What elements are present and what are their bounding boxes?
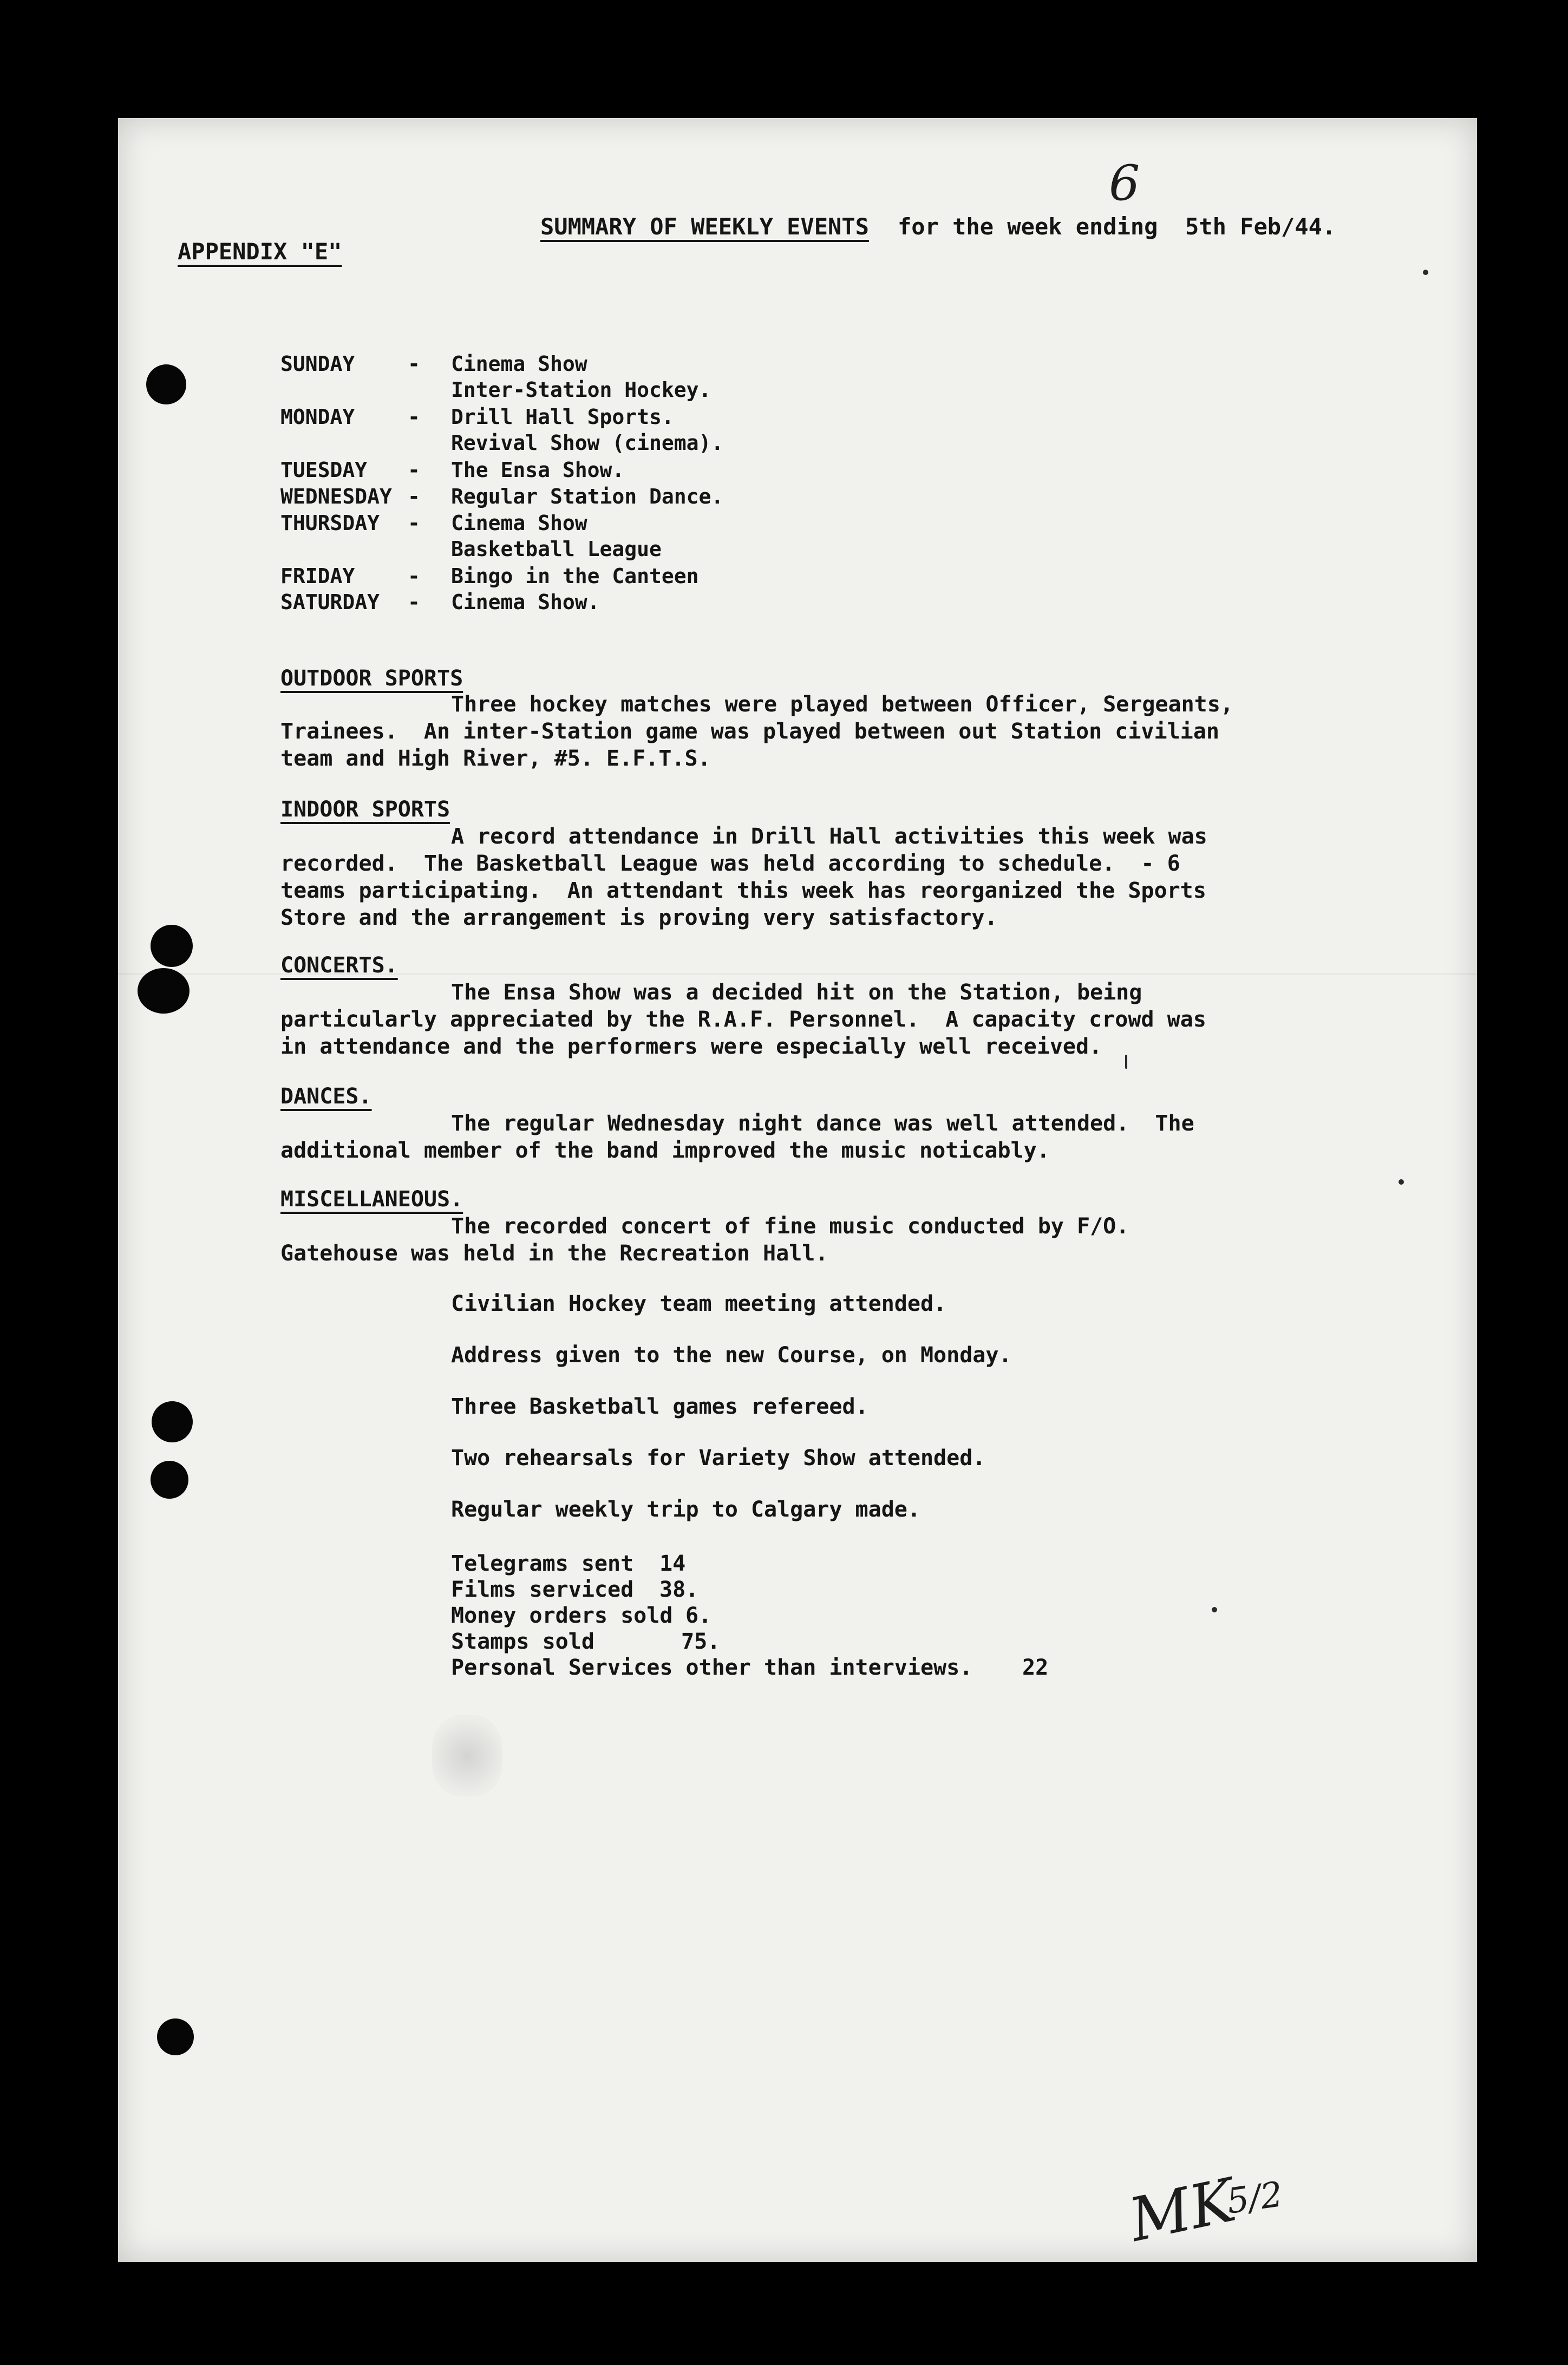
- section-line: in attendance and the performers were especially well received.: [280, 1034, 1102, 1059]
- stat-value: 6.: [685, 1603, 712, 1628]
- schedule-event: Bingo in the Canteen: [451, 564, 699, 588]
- schedule-day: TUESDAY: [280, 458, 368, 482]
- section-line: Gatehouse was held in the Recreation Hall.: [280, 1241, 828, 1266]
- punch-hole: [151, 925, 193, 967]
- stat-value: 22: [1022, 1655, 1049, 1680]
- stamp-smudge: [432, 1715, 502, 1796]
- section-line: team and High River, #5. E.F.T.S.: [280, 746, 711, 771]
- schedule-event: Cinema Show.: [451, 590, 600, 614]
- stat-value: 75.: [681, 1629, 721, 1654]
- schedule-day: SUNDAY: [280, 352, 355, 376]
- stat-label: Telegrams sent: [451, 1551, 634, 1576]
- section-line: teams participating. An attendant this week has reorganized the Sports: [280, 878, 1206, 903]
- handwritten-date: 5/2: [1224, 2174, 1285, 2222]
- section-line: particularly appreciated by the R.A.F. Personnel. A capacity crowd was: [280, 1007, 1206, 1032]
- stat-value: 14: [659, 1551, 686, 1576]
- section-line: Three hockey matches were played between Officer, Sergeants,: [451, 692, 1233, 717]
- schedule-event: Cinema Show: [451, 352, 587, 376]
- schedule-dash: -: [408, 485, 420, 508]
- week-ending: for the week ending 5th Feb/44.: [898, 213, 1336, 240]
- section-heading: MISCELLANEOUS.: [280, 1187, 463, 1212]
- section-heading: CONCERTS.: [280, 953, 398, 978]
- schedule-dash: -: [408, 564, 420, 588]
- schedule-day: FRIDAY: [280, 564, 355, 588]
- appendix-label: APPENDIX "E": [178, 238, 342, 265]
- schedule-dash: -: [408, 405, 420, 429]
- schedule-event: The Ensa Show.: [451, 458, 625, 482]
- stat-label: Money orders sold: [451, 1603, 673, 1628]
- misc-item: Three Basketball games refereed.: [451, 1394, 868, 1419]
- speck: [1125, 1055, 1127, 1069]
- schedule-day: SATURDAY: [280, 590, 380, 614]
- punch-hole: [146, 364, 186, 404]
- speck: [1212, 1607, 1217, 1612]
- punch-hole: [138, 968, 190, 1014]
- schedule-dash: -: [408, 511, 420, 535]
- misc-item: Regular weekly trip to Calgary made.: [451, 1497, 920, 1522]
- schedule-event: Inter-Station Hockey.: [451, 378, 711, 402]
- stat-value: 38.: [659, 1577, 699, 1602]
- section-heading: OUTDOOR SPORTS: [280, 666, 463, 691]
- schedule-dash: -: [408, 352, 420, 376]
- schedule-day: THURSDAY: [280, 511, 380, 535]
- schedule-event: Regular Station Dance.: [451, 485, 724, 508]
- punch-hole: [151, 1461, 188, 1499]
- section-line: Store and the arrangement is proving very satisfactory.: [280, 905, 998, 930]
- section-line: The recorded concert of fine music conducted by F/O.: [451, 1214, 1129, 1239]
- schedule-event: Basketball League: [451, 537, 662, 561]
- misc-item: Address given to the new Course, on Monday.: [451, 1343, 1012, 1368]
- handwritten-initials: MK: [1123, 2165, 1241, 2255]
- punch-hole: [152, 1401, 193, 1442]
- stat-label: Stamps sold: [451, 1629, 594, 1654]
- speck: [1399, 1179, 1404, 1185]
- misc-item: Civilian Hockey team meeting attended.: [451, 1291, 947, 1316]
- document-page: [118, 118, 1477, 2262]
- section-heading: DANCES.: [280, 1084, 372, 1109]
- schedule-day: WEDNESDAY: [280, 485, 392, 508]
- schedule-event: Revival Show (cinema).: [451, 431, 724, 455]
- section-heading: INDOOR SPORTS: [280, 797, 450, 822]
- page-number: 6: [1109, 155, 1140, 212]
- section-line: additional member of the band improved the music noticably.: [280, 1138, 1050, 1163]
- schedule-event: Drill Hall Sports.: [451, 405, 674, 429]
- section-line: Trainees. An inter-Station game was played between out Station civilian: [280, 719, 1219, 744]
- speck: [1423, 270, 1428, 275]
- schedule-dash: -: [408, 590, 420, 614]
- schedule-dash: -: [408, 458, 420, 482]
- section-line: A record attendance in Drill Hall activities this week was: [451, 824, 1207, 849]
- schedule-day: MONDAY: [280, 405, 355, 429]
- section-line: recorded. The Basketball League was held according to schedule. - 6: [280, 851, 1180, 876]
- document-title: SUMMARY OF WEEKLY EVENTS: [540, 213, 869, 240]
- punch-hole: [157, 2018, 194, 2055]
- schedule-event: Cinema Show: [451, 511, 587, 535]
- misc-item: Two rehearsals for Variety Show attended.: [451, 1446, 986, 1471]
- stat-label: Films serviced: [451, 1577, 634, 1602]
- stat-label: Personal Services other than interviews.: [451, 1655, 973, 1680]
- section-line: The regular Wednesday night dance was well attended. The: [451, 1111, 1194, 1136]
- section-line: The Ensa Show was a decided hit on the Station, being: [451, 980, 1142, 1005]
